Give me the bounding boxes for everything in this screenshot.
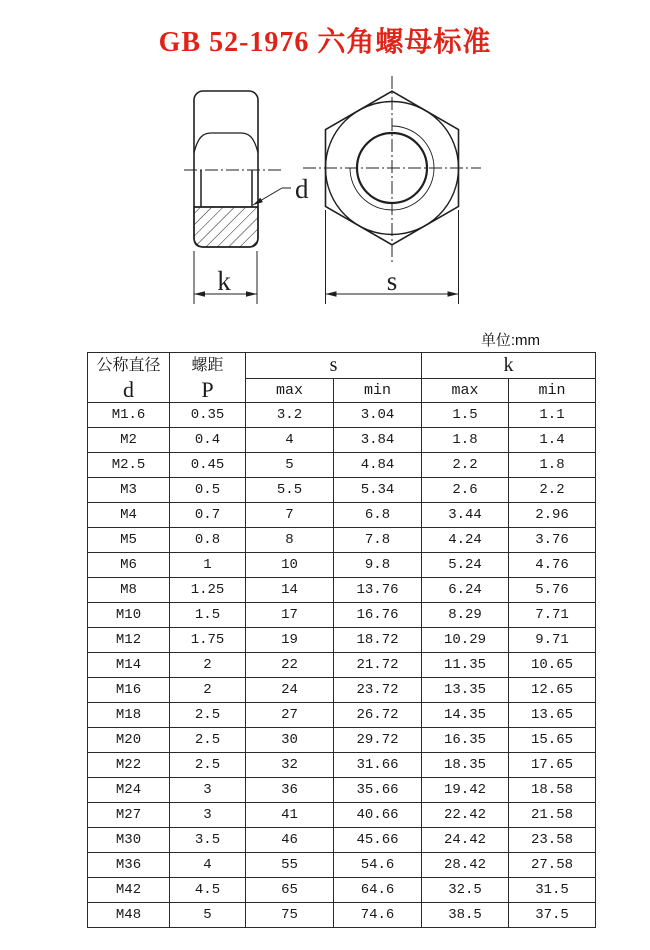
table-cell: 2.5 <box>170 703 246 728</box>
header-nominal-diameter <box>88 353 170 403</box>
table-cell: 18.35 <box>422 753 509 778</box>
table-cell: 2 <box>170 653 246 678</box>
table-cell: 23.72 <box>334 678 422 703</box>
table-cell: 0.4 <box>170 428 246 453</box>
table-row <box>88 528 596 553</box>
table-row <box>88 428 596 453</box>
table-cell: 17 <box>246 603 334 628</box>
table-cell: 1.5 <box>422 403 509 428</box>
table-cell: 24.42 <box>422 828 509 853</box>
table-cell: 40.66 <box>334 803 422 828</box>
table-cell: 24 <box>246 678 334 703</box>
table-cell: 45.66 <box>334 828 422 853</box>
header-pitch-cjk: 螺距 <box>191 356 224 374</box>
thread-diameter-label: d <box>295 174 309 204</box>
table-cell: 2.2 <box>422 453 509 478</box>
table-cell: 4.5 <box>170 878 246 903</box>
table-cell: 5 <box>246 453 334 478</box>
table-cell: 21.72 <box>334 653 422 678</box>
nut-front-view-drawing <box>303 76 481 304</box>
table-cell: 2.96 <box>509 503 596 528</box>
table-cell: 64.6 <box>334 878 422 903</box>
header-nominal-diameter-cjk: 公称直径 <box>96 356 161 374</box>
table-cell: M10 <box>88 603 170 628</box>
table-cell: 28.42 <box>422 853 509 878</box>
table-row <box>88 453 596 478</box>
table-row <box>88 853 596 878</box>
table-cell: 1.8 <box>509 453 596 478</box>
table-cell: 65 <box>246 878 334 903</box>
table-cell: 0.35 <box>170 403 246 428</box>
chamfer-facet-line <box>194 133 258 153</box>
unit-label: 单位:mm <box>480 332 540 349</box>
table-cell: 13.76 <box>334 578 422 603</box>
table-cell: 0.8 <box>170 528 246 553</box>
table-cell: 7.71 <box>509 603 596 628</box>
page-title: GB 52-1976 六角螺母标准 <box>158 27 492 58</box>
table-cell: M27 <box>88 803 170 828</box>
table-cell: 3.5 <box>170 828 246 853</box>
table-cell: 46 <box>246 828 334 853</box>
table-cell: M3 <box>88 478 170 503</box>
table-cell: 19 <box>246 628 334 653</box>
table-cell: 1.8 <box>422 428 509 453</box>
table-cell: 1.25 <box>170 578 246 603</box>
table-cell: 15.65 <box>509 728 596 753</box>
table-cell: 2.6 <box>422 478 509 503</box>
table-cell: M1.6 <box>88 403 170 428</box>
table-cell: 31.5 <box>509 878 596 903</box>
table-cell: 0.45 <box>170 453 246 478</box>
table-cell: 4.76 <box>509 553 596 578</box>
table-row <box>88 653 596 678</box>
width-across-flats-dim-label: s <box>386 266 398 296</box>
table-cell: 41 <box>246 803 334 828</box>
table-cell: 3.84 <box>334 428 422 453</box>
table-cell: 32.5 <box>422 878 509 903</box>
s-arrow-left <box>326 291 337 296</box>
table-cell: 18.58 <box>509 778 596 803</box>
table-cell: M5 <box>88 528 170 553</box>
table-row <box>88 828 596 853</box>
table-row <box>88 903 596 928</box>
header-s-max: max <box>246 379 334 403</box>
table-cell: M36 <box>88 853 170 878</box>
table-cell: M4 <box>88 503 170 528</box>
table-cell: 10.29 <box>422 628 509 653</box>
table-row <box>88 503 596 528</box>
table-cell: M20 <box>88 728 170 753</box>
table-cell: M14 <box>88 653 170 678</box>
table-row <box>88 628 596 653</box>
table-cell: 9.71 <box>509 628 596 653</box>
table-cell: 14.35 <box>422 703 509 728</box>
table-row <box>88 578 596 603</box>
table-cell: 3 <box>170 778 246 803</box>
table-cell: 6.24 <box>422 578 509 603</box>
header-k-group: k <box>422 353 596 379</box>
table-cell: 23.58 <box>509 828 596 853</box>
table-cell: 5.5 <box>246 478 334 503</box>
table-cell: 10.65 <box>509 653 596 678</box>
table-row <box>88 678 596 703</box>
table-cell: 2.2 <box>509 478 596 503</box>
table-cell: 3.2 <box>246 403 334 428</box>
header-k-max: max <box>422 379 509 403</box>
table-cell: 4.24 <box>422 528 509 553</box>
table-cell: 19.42 <box>422 778 509 803</box>
table-row <box>88 603 596 628</box>
table-cell: 55 <box>246 853 334 878</box>
header-pitch <box>170 353 246 403</box>
table-cell: 11.35 <box>422 653 509 678</box>
table-cell: 3.44 <box>422 503 509 528</box>
table-cell: 30 <box>246 728 334 753</box>
table-cell: 16.76 <box>334 603 422 628</box>
technical-drawing <box>0 0 650 322</box>
table-cell: M24 <box>88 778 170 803</box>
table-cell: 0.7 <box>170 503 246 528</box>
table-cell: M8 <box>88 578 170 603</box>
header-k-min: min <box>509 379 596 403</box>
table-cell: 5 <box>170 903 246 928</box>
table-row <box>88 803 596 828</box>
table-cell: 1.75 <box>170 628 246 653</box>
table-cell: M2 <box>88 428 170 453</box>
table-cell: M12 <box>88 628 170 653</box>
table-cell: M22 <box>88 753 170 778</box>
section-hatch <box>194 207 258 247</box>
table-cell: 13.35 <box>422 678 509 703</box>
table-cell: 1.5 <box>170 603 246 628</box>
table-cell: 8.29 <box>422 603 509 628</box>
table-cell: 22 <box>246 653 334 678</box>
table-cell: 10 <box>246 553 334 578</box>
table-cell: 2 <box>170 678 246 703</box>
table-cell: 0.5 <box>170 478 246 503</box>
table-cell: 54.6 <box>334 853 422 878</box>
table-cell: 27.58 <box>509 853 596 878</box>
table-cell: 18.72 <box>334 628 422 653</box>
table-cell: 29.72 <box>334 728 422 753</box>
table-cell: 31.66 <box>334 753 422 778</box>
table-cell: 4 <box>246 428 334 453</box>
table-cell: 9.8 <box>334 553 422 578</box>
spec-table-header <box>88 353 596 403</box>
table-cell: M16 <box>88 678 170 703</box>
table-cell: 6.8 <box>334 503 422 528</box>
table-row <box>88 878 596 903</box>
table-cell: 7 <box>246 503 334 528</box>
table-cell: 1.1 <box>509 403 596 428</box>
table-row <box>88 403 596 428</box>
table-cell: 35.66 <box>334 778 422 803</box>
table-cell: 13.65 <box>509 703 596 728</box>
s-arrow-right <box>448 291 459 296</box>
header-nominal-diameter-symbol: d <box>123 376 134 402</box>
table-cell: 21.58 <box>509 803 596 828</box>
header-s-min: min <box>334 379 422 403</box>
table-row <box>88 778 596 803</box>
table-cell: 2.5 <box>170 728 246 753</box>
table-cell: 4.84 <box>334 453 422 478</box>
table-cell: 12.65 <box>509 678 596 703</box>
table-cell: 1 <box>170 553 246 578</box>
table-cell: 5.76 <box>509 578 596 603</box>
table-cell: 38.5 <box>422 903 509 928</box>
table-row <box>88 703 596 728</box>
table-cell: 32 <box>246 753 334 778</box>
header-s-group: s <box>246 353 422 379</box>
table-cell: M42 <box>88 878 170 903</box>
table-cell: 17.65 <box>509 753 596 778</box>
table-cell: M6 <box>88 553 170 578</box>
table-row <box>88 728 596 753</box>
table-cell: M30 <box>88 828 170 853</box>
table-cell: 14 <box>246 578 334 603</box>
thickness-dim-label: k <box>217 266 231 296</box>
table-cell: 4 <box>170 853 246 878</box>
table-cell: 75 <box>246 903 334 928</box>
table-row <box>88 478 596 503</box>
spec-table-body <box>88 403 596 928</box>
table-cell: 27 <box>246 703 334 728</box>
table-cell: 1.4 <box>509 428 596 453</box>
table-cell: M18 <box>88 703 170 728</box>
table-cell: 2.5 <box>170 753 246 778</box>
table-cell: 7.8 <box>334 528 422 553</box>
table-cell: 74.6 <box>334 903 422 928</box>
table-cell: 22.42 <box>422 803 509 828</box>
table-cell: 3.76 <box>509 528 596 553</box>
table-cell: M48 <box>88 903 170 928</box>
table-cell: 3.04 <box>334 403 422 428</box>
table-cell: 5.24 <box>422 553 509 578</box>
k-arrow-left <box>194 291 205 296</box>
table-cell: 37.5 <box>509 903 596 928</box>
table-cell: 16.35 <box>422 728 509 753</box>
table-cell: 3 <box>170 803 246 828</box>
table-cell: 5.34 <box>334 478 422 503</box>
table-cell: M2.5 <box>88 453 170 478</box>
table-cell: 26.72 <box>334 703 422 728</box>
header-pitch-symbol: P <box>201 376 214 402</box>
spec-table <box>87 352 596 928</box>
nut-side-view-drawing <box>184 91 309 304</box>
table-row <box>88 553 596 578</box>
table-cell: 36 <box>246 778 334 803</box>
table-cell: 8 <box>246 528 334 553</box>
k-arrow-right <box>246 291 257 296</box>
table-row <box>88 753 596 778</box>
